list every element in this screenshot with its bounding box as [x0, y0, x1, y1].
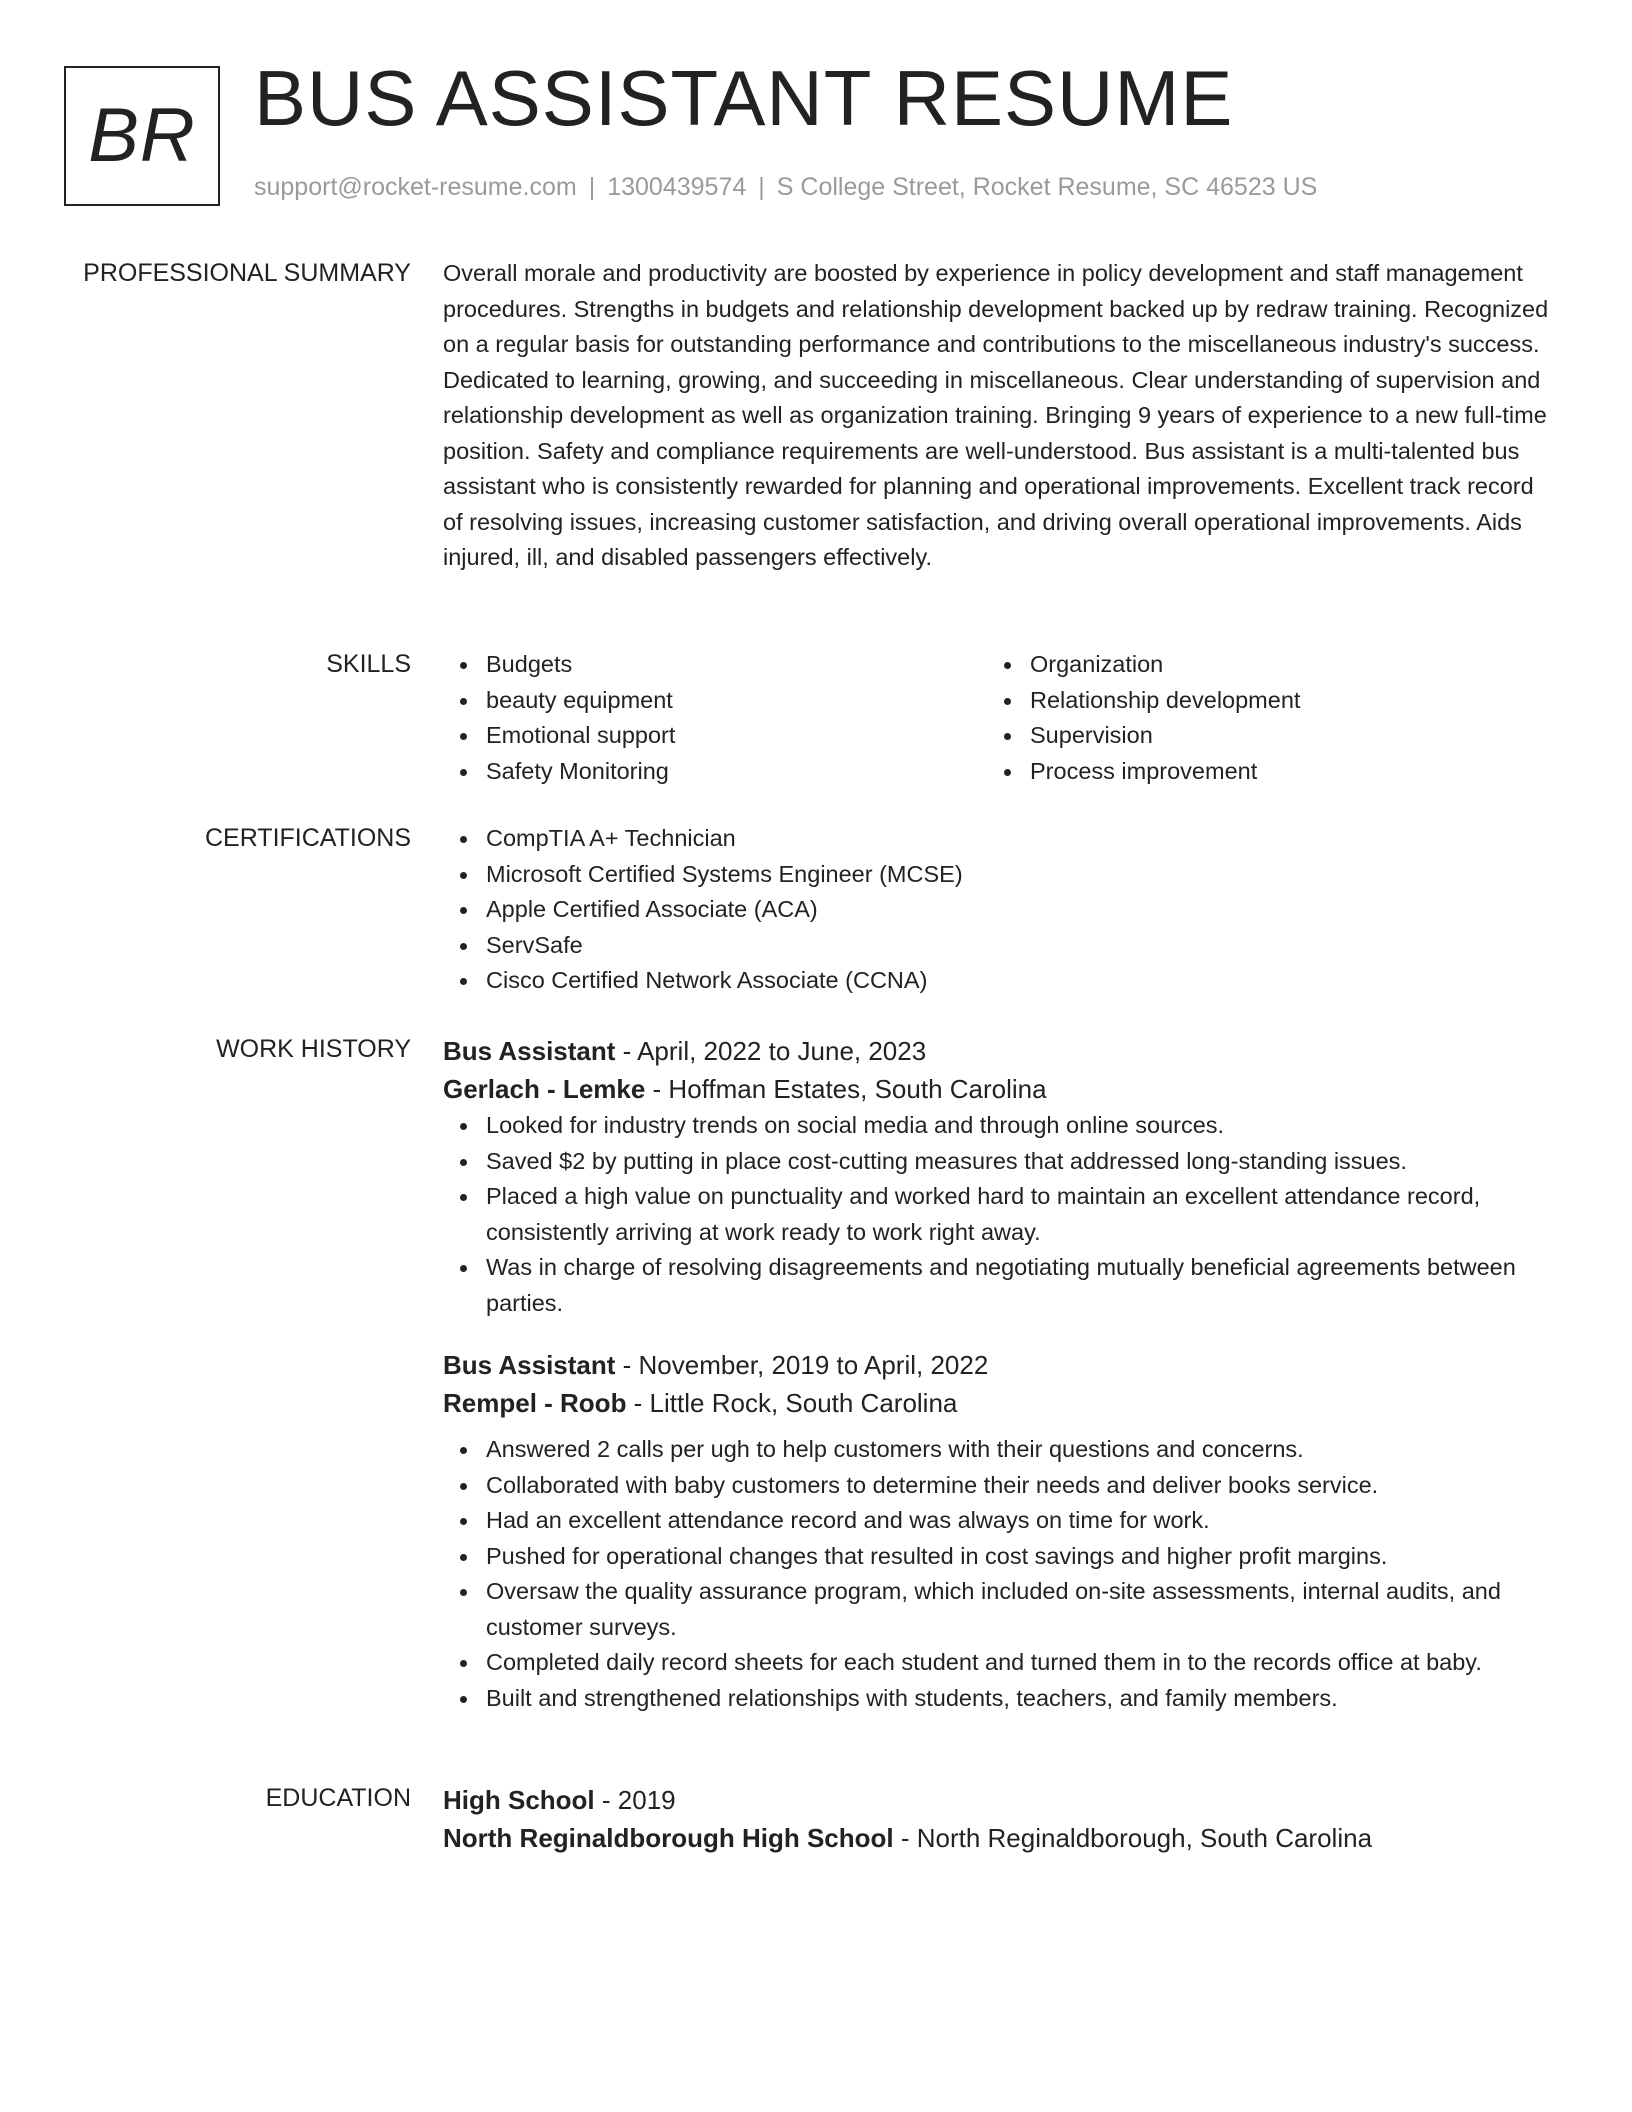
job-entry — [443, 1032, 1553, 1321]
job-bullet: Collaborated with baby customers to determine their needs and deliver books service. — [443, 1468, 1553, 1504]
skills-column-left — [443, 647, 987, 789]
section-label-summary: PROFESSIONAL SUMMARY — [83, 259, 411, 287]
job-dates: - April, 2022 to June, 2023 — [615, 1036, 927, 1066]
job-title-line — [443, 1032, 1553, 1070]
job-entry — [443, 1346, 1553, 1716]
certification-item: Cisco Certified Network Associate (CCNA) — [443, 963, 1553, 999]
job-company: Gerlach - Lemke — [443, 1074, 646, 1104]
education-year: - 2019 — [594, 1785, 676, 1815]
contact-email[interactable]: support@rocket-resume.com — [254, 173, 577, 201]
skill-item: Supervision — [987, 718, 1531, 754]
resume-title: BUS ASSISTANT RESUME — [254, 54, 1234, 142]
education-degree-line — [443, 1781, 1553, 1819]
job-company: Rempel - Roob — [443, 1388, 627, 1418]
section-label-education: EDUCATION — [265, 1784, 411, 1812]
certification-item: Microsoft Certified Systems Engineer (MCSE) — [443, 857, 1553, 893]
job-bullet: Saved $2 by putting in place cost-cutting measures that addressed long-standing issues. — [443, 1144, 1553, 1180]
job-bullet: Placed a high value on punctuality and worked hard to maintain an excellent attendance record, consistently arriving at work ready to work right away. — [443, 1179, 1553, 1250]
education-location: - North Reginaldborough, South Carolina — [893, 1823, 1373, 1853]
job-location: - Little Rock, South Carolina — [626, 1388, 958, 1418]
job-title-line — [443, 1346, 1553, 1384]
skill-item: Budgets — [443, 647, 987, 683]
summary-text: Overall morale and productivity are boosted by experience in policy development and staff management procedures. Strengths in budgets and relationship development backed up by redraw training. Recognized on a regular basis for outstanding performance and contributions to the miscellaneous industry's success. Dedicated to learning, growing, and succeeding in miscellaneous. Clear understanding of supervision and relationship development as well as organization training. Bringing 9 years of experience to a new full-time position. Safety and compliance requirements are well-understood. Bus assistant is a multi-talented bus assistant who is consistently rewarded for planning and operational improvements. Excellent track record of resolving issues, increasing customer satisfaction, and driving overall operational improvements. Aids injured, ill, and disabled passengers effectively. — [443, 260, 1549, 570]
monogram-initials: BR — [88, 93, 196, 178]
section-label-work-history: WORK HISTORY — [216, 1035, 411, 1063]
certifications-body — [443, 821, 1553, 999]
job-bullet: Answered 2 calls per ugh to help customers with their questions and concerns. — [443, 1432, 1553, 1468]
job-bullet: Completed daily record sheets for each student and turned them in to the records office at baby. — [443, 1645, 1553, 1681]
education-school: North Reginaldborough High School — [443, 1823, 894, 1853]
contact-phone[interactable]: 1300439574 — [607, 173, 747, 201]
skill-item: Emotional support — [443, 718, 987, 754]
education-body — [443, 1781, 1553, 1857]
monogram-logo — [64, 66, 220, 206]
job-company-line — [443, 1384, 1553, 1422]
skill-item: Relationship development — [987, 683, 1531, 719]
education-school-line — [443, 1819, 1553, 1857]
certifications-list — [443, 821, 1553, 999]
skill-item: beauty equipment — [443, 683, 987, 719]
job-dates: - November, 2019 to April, 2022 — [615, 1350, 989, 1380]
job-bullet: Looked for industry trends on social media and through online sources. — [443, 1108, 1553, 1144]
skill-item: Organization — [987, 647, 1531, 683]
summary-body — [443, 256, 1553, 576]
section-label-certifications: CERTIFICATIONS — [204, 824, 411, 852]
certification-item: ServSafe — [443, 928, 1553, 964]
contact-separator: | — [758, 173, 765, 201]
job-title: Bus Assistant — [443, 1350, 616, 1380]
work-history-body — [443, 1032, 1553, 1716]
certification-item: Apple Certified Associate (ACA) — [443, 892, 1553, 928]
contact-line — [254, 173, 1317, 202]
job-bullets — [443, 1432, 1553, 1716]
job-bullet: Oversaw the quality assurance program, which included on-site assessments, internal audits, and customer surveys. — [443, 1574, 1553, 1645]
job-company-line — [443, 1070, 1553, 1108]
job-title: Bus Assistant — [443, 1036, 616, 1066]
job-bullets — [443, 1108, 1553, 1321]
contact-address: S College Street, Rocket Resume, SC 46523 US — [776, 173, 1318, 201]
job-bullet: Pushed for operational changes that resulted in cost savings and higher profit margins. — [443, 1539, 1553, 1575]
job-bullet: Built and strengthened relationships with students, teachers, and family members. — [443, 1681, 1553, 1717]
certification-item: CompTIA A+ Technician — [443, 821, 1553, 857]
skill-item: Safety Monitoring — [443, 754, 987, 790]
job-location: - Hoffman Estates, South Carolina — [645, 1074, 1047, 1104]
education-degree: High School — [443, 1785, 595, 1815]
job-bullet: Had an excellent attendance record and was always on time for work. — [443, 1503, 1553, 1539]
skills-list — [443, 647, 1553, 789]
skill-item: Process improvement — [987, 754, 1531, 790]
contact-separator: | — [588, 173, 596, 201]
skills-column-right — [987, 647, 1531, 789]
section-label-skills: SKILLS — [326, 650, 411, 678]
job-bullet: Was in charge of resolving disagreements and negotiating mutually beneficial agreements between parties. — [443, 1250, 1553, 1321]
